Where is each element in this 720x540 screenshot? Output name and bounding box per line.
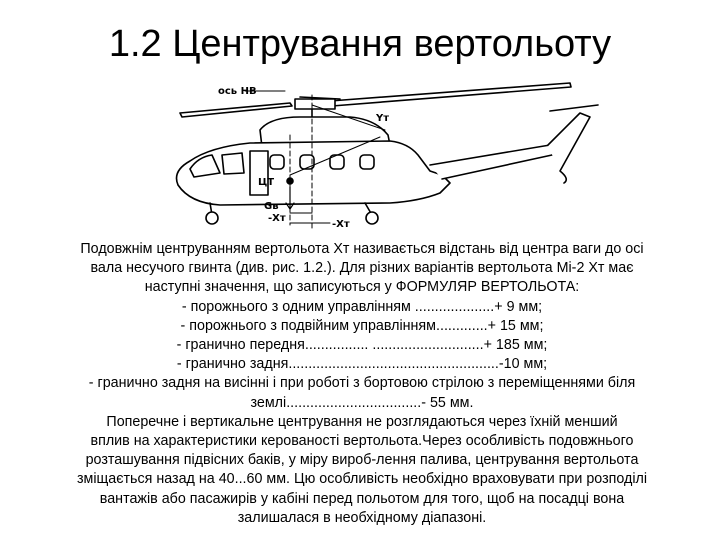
tail-fin [548, 113, 590, 183]
gv-label: Gв [264, 201, 279, 212]
axis-label: ось НВ [218, 86, 257, 97]
ct-label: ЦТ [258, 177, 275, 188]
text-line: вантажів або пасажирів у кабіні перед польотом для того, щоб на посадці вона [99, 490, 625, 507]
tail-boom [430, 145, 560, 179]
helicopter-drawing [150, 75, 610, 235]
xt-label-lower: -Хт [332, 219, 350, 230]
rotor-blade-left [180, 103, 292, 117]
helicopter-diagram [150, 75, 610, 235]
yt-label: Yт [376, 113, 390, 124]
text-line: - порожнього з одним управлінням ....................+ 9 мм; [181, 298, 543, 315]
text-line: Поперечне і вертикальне центрування не розглядаються через їхній менший [106, 413, 618, 430]
rotor-hub [295, 99, 335, 109]
text-line: - гранично передня................ ............................+ 185 мм; [176, 337, 548, 354]
text-line: наступні значення, що записуються у ФОРМУЛЯР ВЕРТОЛЬОТА: [144, 279, 580, 296]
text-line: залишалася в необхідному діапазоні. [237, 509, 487, 526]
tail-rotor [550, 105, 598, 111]
text-line: землі..................................- 55 мм. [250, 394, 474, 411]
page-title: 1.2 Центрування вертольоту [108, 23, 612, 65]
main-wheel [366, 212, 378, 224]
text-line: - гранично задня.....................................................-10 мм; [176, 356, 548, 373]
text-line: вала несучого гвинта (див. рис. 1.2.). Для різних варіантів вертольота Мі-2 Хт має [90, 260, 634, 277]
body-text [30, 240, 694, 528]
front-wheel [206, 212, 218, 224]
text-line: Подовжнім центруванням вертольота Хт називається відстань від центра ваги до осі [80, 241, 644, 257]
text-line: - гранично задня на висінні і при роботі з бортовою стрілою з переміщеннями біля [88, 375, 636, 392]
xt-label-upper: -Хт [268, 213, 286, 224]
text-line: вплив на характеристики керованості вертольота.Через особливість подовжнього [90, 433, 634, 450]
cg-marker [287, 178, 293, 184]
rotor-blade-right [330, 83, 571, 106]
text-line: - порожнього з подвійним управлінням.............+ 15 мм; [180, 317, 544, 334]
text-line: розташування підвісних баків, у міру вироб-лення палива, центрування вертольота [85, 452, 639, 469]
text-line: зміщається назад на 40...60 мм. Цю особливість необхідно враховувати при розподілі [76, 471, 648, 488]
